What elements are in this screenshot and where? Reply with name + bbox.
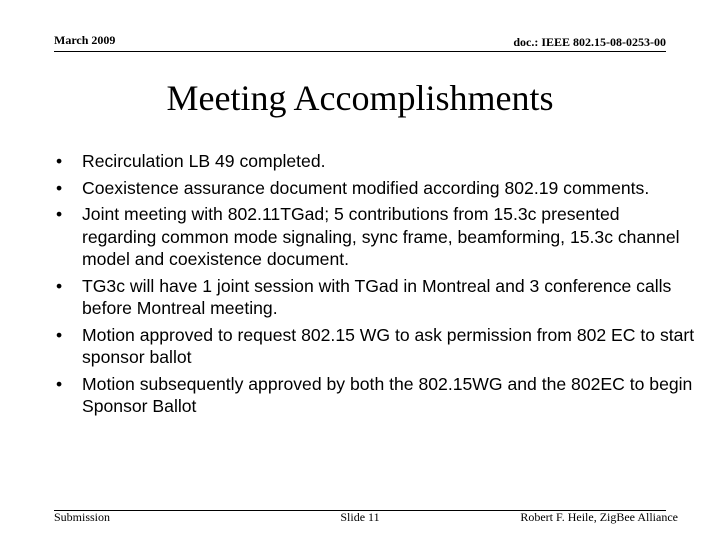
header-doc-id: doc.: IEEE 802.15-08-0253-00 xyxy=(513,35,666,49)
bullet-item xyxy=(56,177,696,200)
bullet-item xyxy=(56,275,696,320)
slide-title: Meeting Accomplishments xyxy=(166,78,554,118)
bullet-item xyxy=(56,324,696,369)
bullet-list xyxy=(56,150,696,422)
bullet-text: Motion subsequently approved by both the 802.15WG and the 802EC to begin Sponsor Ballot xyxy=(82,373,693,416)
bullet-text: Motion approved to request 802.15 WG to ask permission from 802 EC to start sponsor ballot xyxy=(82,324,695,367)
bullet-text: TG3c will have 1 joint session with TGad in Montreal and 3 conference calls before Montreal meeting. xyxy=(82,275,672,318)
bullet-text: Coexistence assurance document modified according 802.19 comments. xyxy=(82,177,650,198)
bullet-icon: • xyxy=(56,177,63,198)
bullet-text: Recirculation LB 49 completed. xyxy=(82,151,326,171)
header-divider xyxy=(54,51,666,52)
bullet-item xyxy=(56,150,696,173)
bullet-text: Joint meeting with 802.11TGad; 5 contributions from 15.3c presented regarding common mode signaling, sync frame, beamforming, 15.3c channel model and coexistence document. xyxy=(82,204,680,269)
bullet-item xyxy=(56,373,696,418)
bullet-icon: • xyxy=(56,275,63,296)
footer-submission: Submission xyxy=(54,510,111,524)
bullet-icon: • xyxy=(56,151,63,171)
footer-slide-number: Slide 11 xyxy=(340,510,380,524)
bullet-icon: • xyxy=(56,204,63,224)
bullet-item xyxy=(56,203,696,271)
bullet-icon: • xyxy=(56,373,63,394)
bullet-icon: • xyxy=(56,324,63,345)
header-date: March 2009 xyxy=(54,33,116,47)
footer-author: Robert F. Heile, ZigBee Alliance xyxy=(520,510,678,524)
